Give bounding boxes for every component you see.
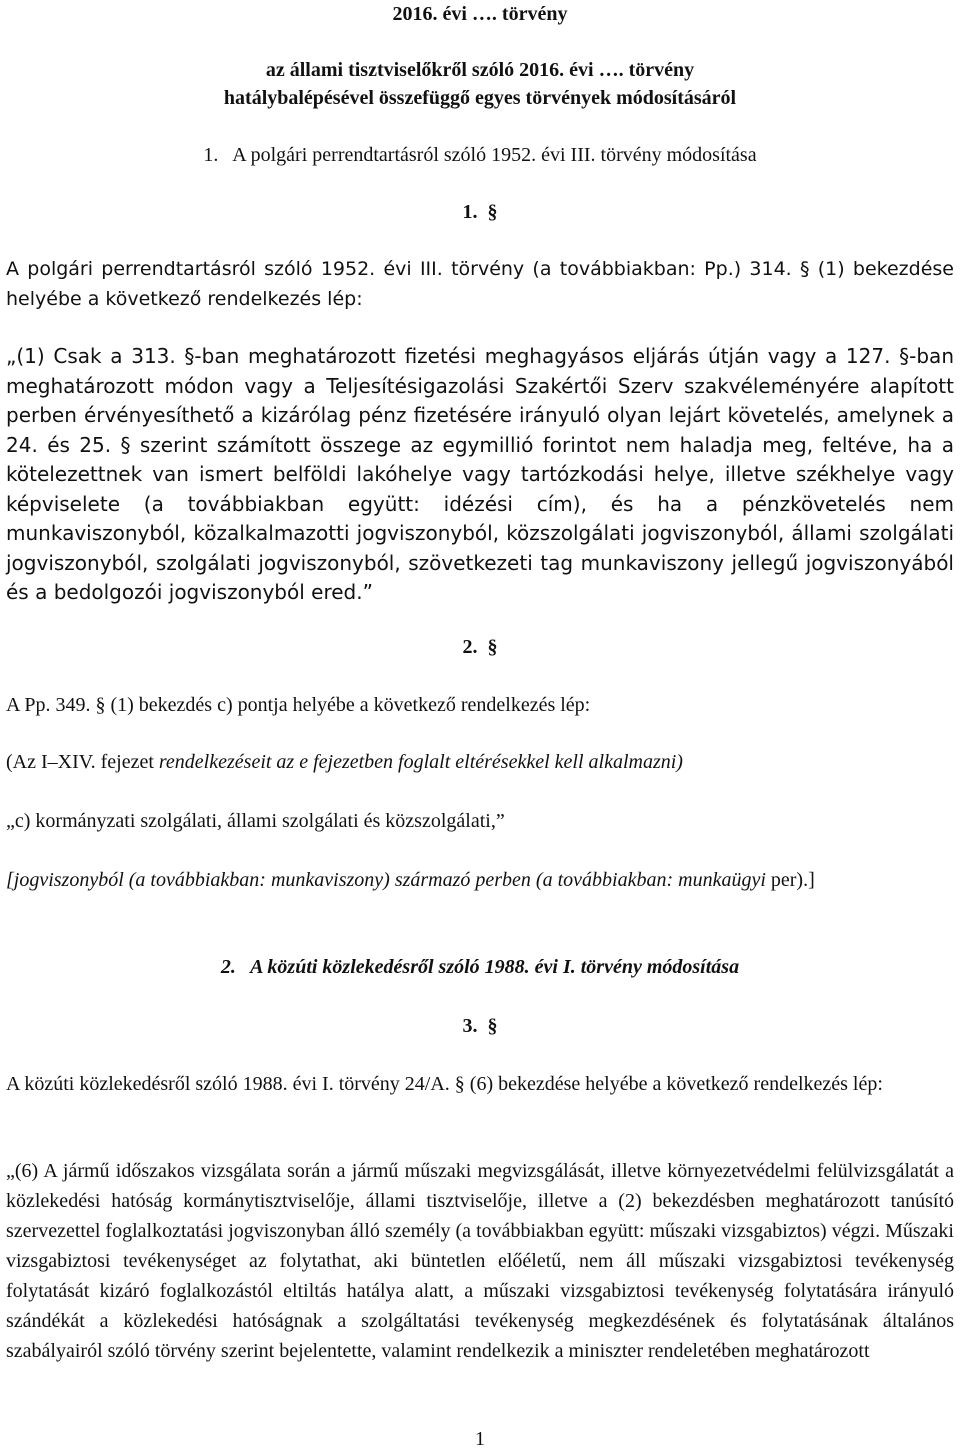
section-3-label: 3. § <box>462 1015 498 1037</box>
chapter-2-heading: 2. A közúti közlekedésről szóló 1988. évi I. törvény módosítása <box>220 956 740 978</box>
section-1-text: „(1) Csak a 313. §-ban meghatározott fizetési meghagyásos eljárás útján vagy a 127. §-ban meghatározott módon vagy a Teljesítésigazolási Szakértői Szerv szakvéleményére alapított perben érvényesíthető a kizárólag pénz fizetésére irányuló olyan lejárt követelés, amelynek a 24. és 25. § szerint számított összege az egymillió forintot nem haladja meg, feltéve, ha a kötelezettnek van ismert belföldi lakóhelye vagy tartózkodási helye, illetve székhelye vagy képviselete (a továbbiakban együtt: idézési cím), és ha a pénzkövetelés nem munkaviszonyból, közalkalmazotti jogviszonyból, közszolgálati jogviszonyból, állami szolgálati jogviszonyból, szolgálati jogviszonyból, szövetkezeti tag munkaviszony jellegű jogviszonyából és a bedolgozói jogviszonyból ered.” <box>6 344 954 604</box>
section-2-intro: A Pp. 349. § (1) bekezdés c) pontja helyébe a következő rendelkezés lép: <box>6 694 591 716</box>
subtitle-line-1: az állami tisztviselőkről szóló 2016. évi …. törvény <box>265 59 695 81</box>
section-2-context-plain: (Az I–XIV. fejezet <box>6 751 159 773</box>
section-3-intro: A közúti közlekedésről szóló 1988. évi I. törvény 24/A. § (6) bekezdése helyébe a következő rendelkezés lép: <box>6 1073 883 1095</box>
section-2-tail-plain: per).] <box>765 869 815 891</box>
page-number: 1 <box>475 1428 485 1450</box>
section-1-label: 1. § <box>462 201 498 223</box>
section-2-point-c: „c) kormányzati szolgálati, állami szolgálati és közszolgálati,” <box>6 810 505 832</box>
section-2-context <box>6 747 954 777</box>
section-2-context-italic: rendelkezéseit az e fejezetben foglalt eltérésekkel kell alkalmazni) <box>158 751 683 773</box>
section-2-tail-italic: [jogviszonyból (a továbbiakban: munkaviszony) származó perben (a továbbiakban: munkaügyi <box>6 869 766 891</box>
section-2-tail <box>6 865 954 895</box>
page-title: 2016. évi …. törvény <box>392 3 568 25</box>
subtitle-line-2: hatálybalépésével összefüggő egyes törvények módosításáról <box>223 87 737 109</box>
section-3-text: „(6) A jármű időszakos vizsgálata során a jármű műszaki megvizsgálását, illetve környezetvédelmi felülvizsgálatát a közlekedési hatóság kormánytisztviselője, állami tisztviselője, illetve a (2) bekezdésben meghatározott tanúsító szervezettel foglalkoztatási jogviszonyban álló személy (a továbbiakban együtt: műszaki vizsgabiztos) végzi. Műszaki vizsgabiztosi tevékenységet az folytathat, aki büntetlen előéletű, nem áll műszaki vizsgabiztosi tevékenység folytatását kizáró foglalkozástól eltiltás hatálya alatt, a műszaki vizsgabiztosi tevékenység folytatására irányuló szándékát a közlekedési hatóságnak a szolgáltatási tevékenység megkezdésének és folytatásának általános szabályairól szóló törvény szerint bejelentette, valamint rendelkezik a miniszter rendeletében meghatározott <box>6 1160 954 1362</box>
section-1-intro: A polgári perrendtartásról szóló 1952. évi III. törvény (a továbbiakban: Pp.) 314. § (1) bekezdése helyébe a következő rendelkezés lép: <box>6 258 954 310</box>
chapter-1-heading: 1. A polgári perrendtartásról szóló 1952. évi III. törvény módosítása <box>203 144 757 166</box>
section-2-label: 2. § <box>462 636 498 658</box>
